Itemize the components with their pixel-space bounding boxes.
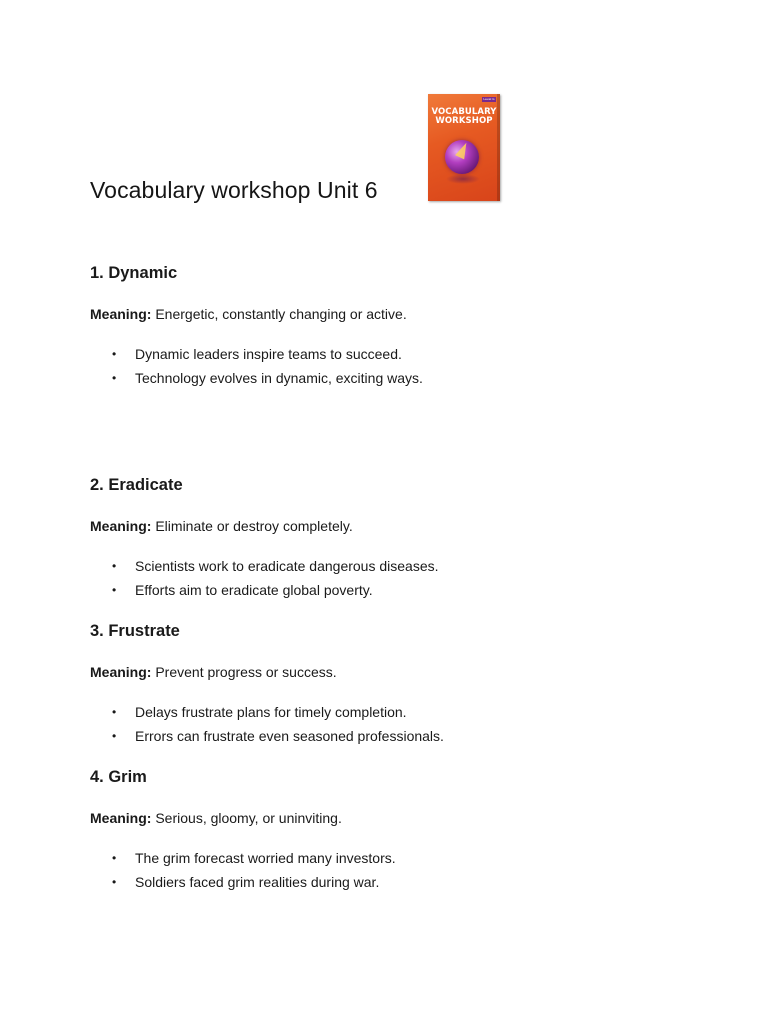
bullet-icon: • <box>112 851 117 865</box>
list-item <box>90 579 439 603</box>
entry-frustrate <box>90 622 690 744</box>
book-cover-title-line-2: WORKSHOP <box>435 116 493 126</box>
meaning-label: Meaning: <box>90 664 152 680</box>
example-sentence: The grim forecast worried many investors. <box>135 850 396 866</box>
bullet-icon: • <box>112 582 117 597</box>
entry-heading: 2. Eradicate <box>90 476 183 494</box>
example-sentence: Soldiers faced grim realities during war. <box>135 873 380 890</box>
meaning-text: Eliminate or destroy completely. <box>155 518 353 534</box>
example-list <box>90 847 396 894</box>
example-sentence: Technology evolves in dynamic, exciting ways. <box>135 369 423 386</box>
book-cover-title <box>428 108 500 126</box>
example-sentence: Dynamic leaders inspire teams to succeed. <box>135 346 402 362</box>
entry-meaning <box>90 810 342 826</box>
entry-grim <box>90 768 690 890</box>
meaning-label: Meaning: <box>90 518 152 534</box>
example-list <box>90 701 444 748</box>
list-item <box>90 555 439 579</box>
entry-meaning <box>90 664 337 680</box>
entry-meaning <box>90 306 407 322</box>
entry-heading: 1. Dynamic <box>90 264 178 282</box>
bullet-icon: • <box>112 874 117 889</box>
entry-dynamic <box>90 264 690 386</box>
bullet-icon: • <box>112 705 117 719</box>
list-item <box>90 343 423 367</box>
example-list <box>90 555 439 602</box>
meaning-text: Serious, gloomy, or uninviting. <box>155 810 342 826</box>
example-list <box>90 343 423 390</box>
list-item <box>90 847 396 871</box>
example-sentence: Efforts aim to eradicate global poverty. <box>135 581 373 598</box>
list-item <box>90 871 396 895</box>
meaning-label: Meaning: <box>90 306 152 322</box>
bullet-icon: • <box>112 370 117 385</box>
example-sentence: Scientists work to eradicate dangerous diseases. <box>135 558 439 574</box>
bullet-icon: • <box>112 728 117 743</box>
example-sentence: Errors can frustrate even seasoned professionals. <box>135 727 444 744</box>
book-cover-image <box>428 94 500 201</box>
bullet-icon: • <box>112 559 117 573</box>
entry-meaning <box>90 518 353 534</box>
entry-heading: 3. Frustrate <box>90 622 180 640</box>
meaning-label: Meaning: <box>90 810 152 826</box>
meaning-text: Prevent progress or success. <box>155 664 337 680</box>
list-item <box>90 701 444 725</box>
book-cover-title-line-1: VOCABULARY <box>431 107 497 117</box>
entry-eradicate <box>90 476 690 598</box>
list-item <box>90 367 423 391</box>
entry-heading: 4. Grim <box>90 768 147 786</box>
bullet-icon: • <box>112 347 117 361</box>
page-title: Vocabulary workshop Unit 6 <box>90 177 378 203</box>
book-cover-base-shadow <box>446 174 480 184</box>
example-sentence: Delays frustrate plans for timely completion. <box>135 704 407 720</box>
book-level-badge: Level G <box>483 97 495 101</box>
list-item <box>90 725 444 749</box>
meaning-text: Energetic, constantly changing or active. <box>155 306 407 322</box>
